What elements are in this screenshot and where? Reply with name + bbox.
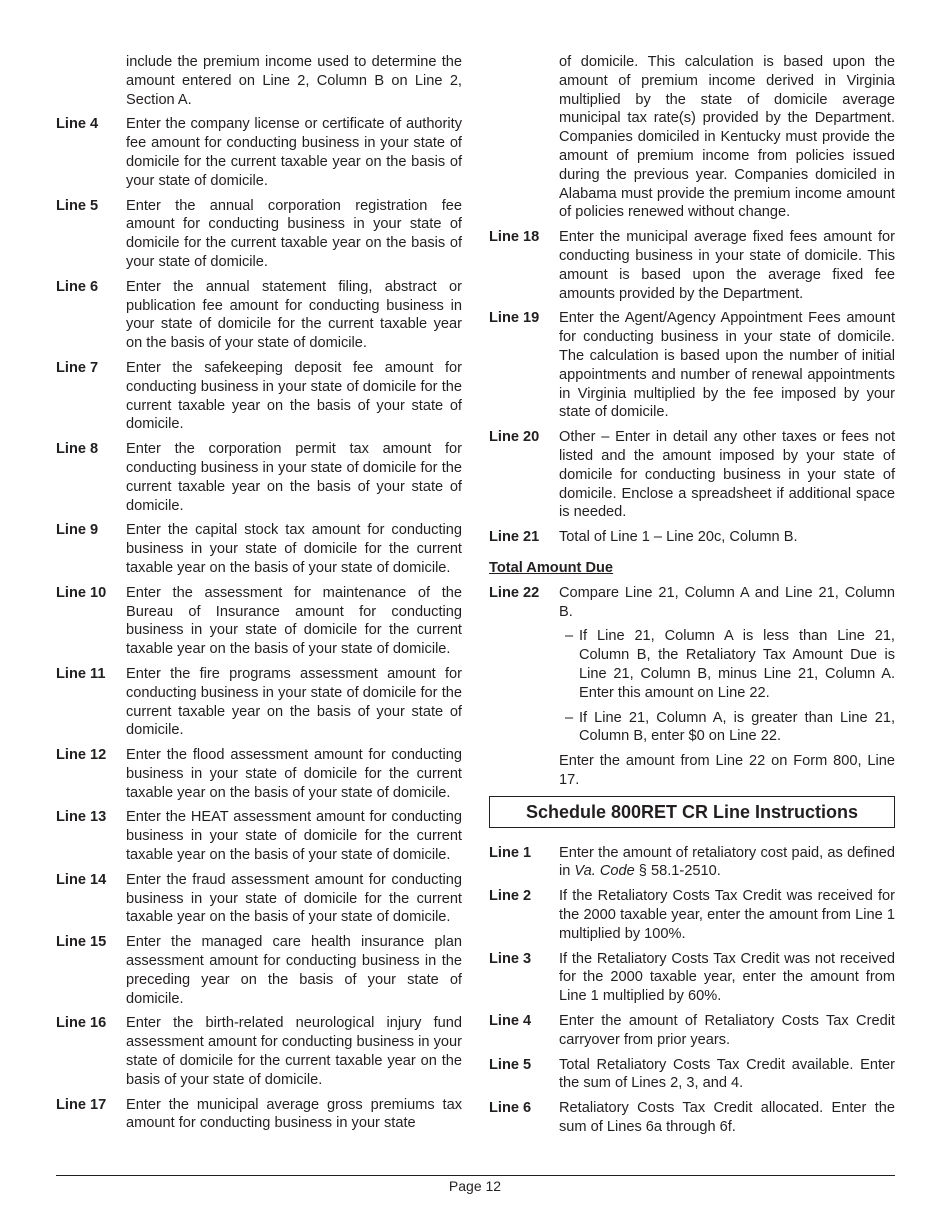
line-label: Line 1 <box>489 844 532 861</box>
bullet-item <box>489 627 895 702</box>
line-text: Total Retaliatory Costs Tax Credit available. Enter the sum of Lines 2, 3, and 4. <box>559 1056 895 1092</box>
line-label: Line 5 <box>489 1056 532 1073</box>
line-text: Enter the HEAT assessment amount for conducting business in your state of domicile for the current taxable year on the basis of your state of domicile. <box>126 809 462 864</box>
schedule-line-entry <box>489 844 895 882</box>
line-label: Line 6 <box>489 1100 532 1117</box>
bullet-item <box>489 709 895 747</box>
continuation-text: include the premium income used to determine the amount entered on Line 2, Column B on Line 2, Section A. <box>126 54 462 108</box>
line-label: Line 3 <box>489 950 532 967</box>
line-label: Line 4 <box>56 116 99 133</box>
page-number: Page 12 <box>448 1178 502 1194</box>
line-text: Retaliatory Costs Tax Credit allocated. Enter the sum of Lines 6a through 6f. <box>559 1100 895 1136</box>
line-text: Enter the birth-related neurological injury fund assessment amount for conducting business in your state of domicile for the current taxable year on the basis of your state of domicile. <box>126 1015 462 1088</box>
line-text: Enter the company license or certificate of authority fee amount for conducting business in your state of domicile for the current taxable year on the basis of your state of domicile. <box>126 116 462 189</box>
line-text: Enter the corporation permit tax amount for conducting business in your state of domicile for the current taxable year on the basis of your state of domicile. <box>126 441 462 514</box>
line-entry <box>56 521 462 577</box>
schedule-line-entry <box>489 1099 895 1137</box>
line-label: Line 22 <box>489 584 540 601</box>
line-text <box>559 844 895 882</box>
line-text: Enter the fraud assessment amount for conducting business in your state of domicile for the current taxable year on the basis of your state of domicile. <box>126 871 462 926</box>
schedule-title-box: Schedule 800RET CR Line Instructions <box>489 796 895 828</box>
line-entry <box>56 933 462 1008</box>
line-label: Line 9 <box>56 522 99 539</box>
line-entry <box>489 428 895 522</box>
line-text-part: Enter the amount of retaliatory cost paid, as defined in <box>559 844 895 880</box>
line-entry <box>56 871 462 927</box>
line-text: If the Retaliatory Costs Tax Credit was not received for the 2000 taxable year, enter the amount from Line 1 multiplied by 60%. <box>559 950 895 1005</box>
line-label: Line 7 <box>56 359 99 376</box>
line-label: Line 18 <box>489 229 540 246</box>
line-label: Line 21 <box>489 529 540 546</box>
line-label: Line 15 <box>56 934 107 951</box>
line-text: Enter the managed care health insurance plan assessment amount for conducting business in the preceding year on the basis of your state of domicile. <box>126 934 462 1007</box>
line-22-note: Enter the amount from Line 22 on Form 800, Line 17. <box>559 753 895 788</box>
dash-marker: – <box>565 628 574 645</box>
line-entry <box>56 584 462 659</box>
line-entry <box>56 115 462 190</box>
line-text: Enter the flood assessment amount for conducting business in your state of domicile for the current taxable year on the basis of your state of domicile. <box>126 747 462 801</box>
line-text: Enter the amount of Retaliatory Costs Tax Credit carryover from prior years. <box>559 1013 895 1048</box>
right-column <box>489 53 895 1143</box>
code-reference: Va. Code <box>574 863 635 880</box>
line-text: Enter the assessment for maintenance of the Bureau of Insurance amount for conducting business in your state of domicile for the current taxable year on the basis of your state of domicile. <box>126 584 462 658</box>
dash-marker: – <box>565 709 574 726</box>
total-amount-due-heading: Total Amount Due <box>489 559 614 576</box>
line-entry <box>56 746 462 802</box>
line-label: Line 8 <box>56 441 99 458</box>
line-text: Enter the municipal average fixed fees amount for conducting business in your state of domicile. This amount is based upon the average fixed fee amounts provided by the Department. <box>559 229 895 302</box>
line-label: Line 11 <box>56 665 106 682</box>
line-text: If the Retaliatory Costs Tax Credit was received for the 2000 taxable year, enter the amount from Line 1 multiplied by 100%. <box>559 888 895 942</box>
line-text: Enter the annual corporation registration fee amount for conducting business in your state of domicile for the current taxable year on the basis of your state of domicile. <box>126 197 462 270</box>
line-text: Enter the municipal average gross premiums tax amount for conducting business in your state <box>126 1096 462 1132</box>
line-label: Line 12 <box>56 747 107 764</box>
line-label: Line 5 <box>56 197 99 214</box>
line-text: Compare Line 21, Column A and Line 21, Column B. <box>559 584 895 620</box>
line-label: Line 6 <box>56 278 99 295</box>
line-22-entry <box>489 584 895 622</box>
line-entry <box>489 228 895 303</box>
line-text: Enter the fire programs assessment amount for conducting business in your state of domicile for the current taxable year on the basis of your state of domicile. <box>126 665 462 739</box>
line-entry <box>56 359 462 434</box>
line-entry <box>56 1096 462 1134</box>
footer-rule <box>56 1175 895 1176</box>
line-label: Line 20 <box>489 429 540 446</box>
schedule-line-entry <box>489 887 895 943</box>
line-text: Other – Enter in detail any other taxes or fees not listed and the amount imposed by your state of domicile for conducting business in your state of domicile. Enclose a spreadsheet if additional space is needed. <box>559 429 895 521</box>
line-text: Enter the capital stock tax amount for conducting business in your state of domicile for the current taxable year on the basis of your state of domicile. <box>126 522 462 576</box>
bullet-text: If Line 21, Column A, is greater than Line 21, Column B, enter $0 on Line 22. <box>579 709 895 745</box>
line-label: Line 4 <box>489 1013 532 1030</box>
line-entry <box>56 278 462 353</box>
line-text: Enter the safekeeping deposit fee amount for conducting business in your state of domicile for the current taxable year on the basis of your state of domicile. <box>126 359 462 433</box>
line-label: Line 14 <box>56 871 107 888</box>
line-label: Line 13 <box>56 809 107 826</box>
line-entry <box>56 665 462 740</box>
schedule-line-entry <box>489 950 895 1006</box>
line-entry <box>56 808 462 864</box>
line-label: Line 17 <box>56 1096 107 1113</box>
continuation-text: of domicile. This calculation is based upon the amount of premium income derived in Virginia multiplied by the state of domicile average municipal tax rate(s) provided by the Department. Companies domiciled in Kentucky must provide the amount of premium income from policies issued during the previous year. Companies domiciled in Alabama must provide the premium income amount of policies renewed without change. <box>559 54 895 221</box>
line-text-part: § 58.1-2510. <box>634 863 721 880</box>
bullet-text: If Line 21, Column A is less than Line 21, Column B, the Retaliatory Tax Amount Due is Line 21, Column B, minus Line 21, Column A. Enter this amount on Line 22. <box>579 628 895 701</box>
line-label: Line 19 <box>489 310 540 327</box>
line-label: Line 10 <box>56 584 107 601</box>
schedule-line-entry <box>489 1012 895 1050</box>
line-entry <box>56 197 462 272</box>
line-label: Line 16 <box>56 1015 107 1032</box>
line-text: Total of Line 1 – Line 20c, Column B. <box>559 529 798 546</box>
line-entry <box>56 1014 462 1089</box>
line-label: Line 2 <box>489 888 532 905</box>
left-column <box>56 53 462 1139</box>
line-entry <box>489 309 895 422</box>
schedule-line-entry <box>489 1056 895 1094</box>
line-text: Enter the annual statement filing, abstract or publication fee amount for conducting business in your state of domicile for the current taxable year on the basis of your state of domicile. <box>126 278 462 352</box>
line-entry <box>489 528 895 547</box>
line-entry <box>56 440 462 515</box>
line-text: Enter the Agent/Agency Appointment Fees amount for conducting business in your state of domicile. The calculation is based upon the number of initial appointments and number of renewal appointments in Virginia multiplied by the fee imposed by your state of domicile. <box>559 310 895 421</box>
